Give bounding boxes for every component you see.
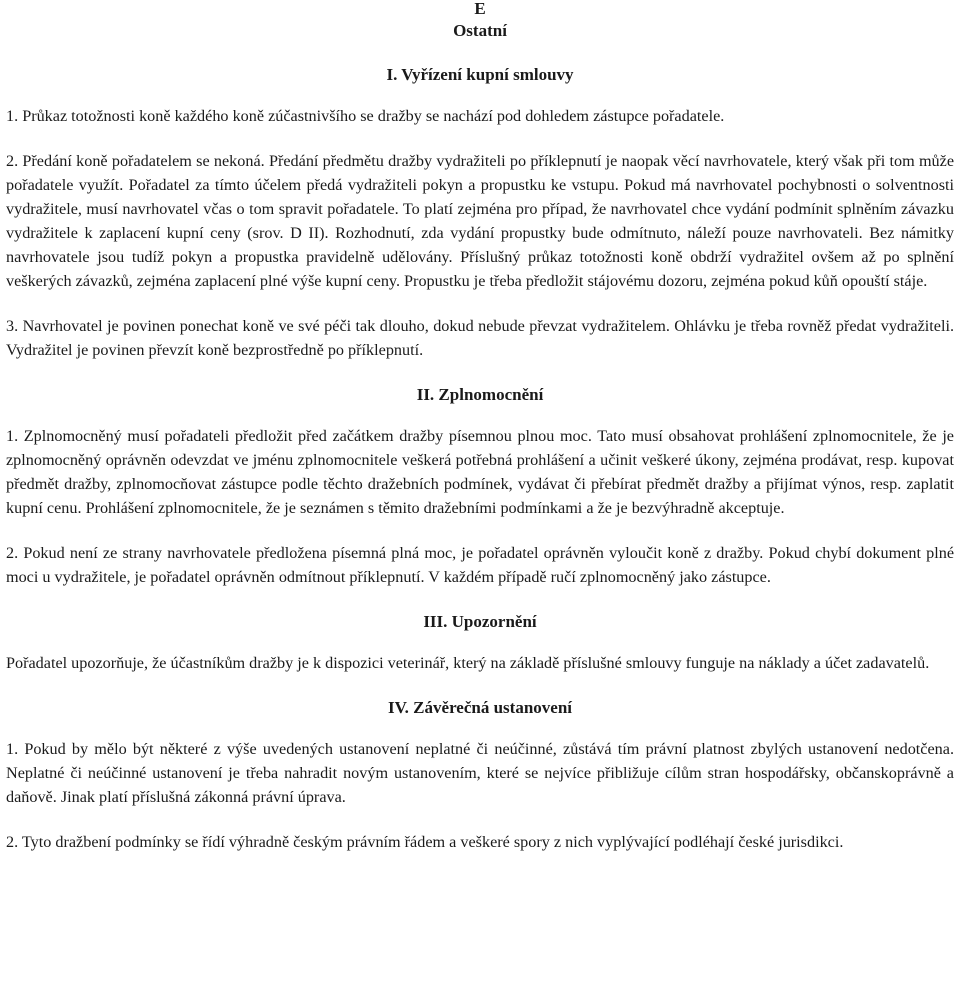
section-heading: III. Upozornění	[423, 612, 537, 631]
part-letter: E	[474, 0, 486, 18]
section-heading: I. Vyřízení kupní smlouvy	[386, 65, 574, 84]
paragraph: 1. Průkaz totožnosti koně každého koně zúčastnivšího se dražby se nachází pod dohledem zástupce pořadatele.	[6, 107, 725, 125]
section-final-provisions	[6, 697, 954, 854]
paragraph: 1. Pokud by mělo být některé z výše uvedených ustanovení neplatné či neúčinné, zůstává tím právní platnost zbylých ustanovení nedotčena. Neplatné či neúčinné ustanovení je třeba nahradit novým ustanovením, které se nejvíce přibližuje cílům stran hospodářsky, občanskoprávně a daňově. Jinak platí příslušná zákonná právní úprava.	[6, 740, 954, 806]
section-notice	[6, 611, 954, 675]
section-purchase-contract	[6, 64, 954, 362]
section-heading: II. Zplnomocnění	[416, 385, 544, 404]
section-heading: IV. Závěrečná ustanovení	[387, 698, 573, 717]
paragraph: 2. Předání koně pořadatelem se nekoná. Předání předmětu dražby vydražiteli po příklepnutí je naopak věcí navrhovatele, který však při tom může pořadatele využít. Pořadatel za tímto účelem předá vydražiteli pokyn a propustku ke vstupu. Pokud má navrhovatel pochybnosti o solventnosti vydražitele, musí navrhovatel včas o tom spravit pořadatele. To platí zejména pro případ, že navrhovatel chce vydání podmínit splněním závazku vydražitele k zaplacení kupní ceny (srov. D II). Rozhodnutí, zda vydání propustky bude odmítnuto, náleží pouze navrhovateli. Bez námitky navrhovatele jsou tudíž pokyn a propustka pravidelně udělovány. Příslušný průkaz totožnosti koně obdrží vydražitel ovšem až po splnění veškerých závazků, zejména zaplacení plné výše kupní ceny. Propustku je třeba předložit stájovému dozoru, zejména pokud kůň opouští stáje.	[6, 152, 954, 290]
paragraph: 1. Zplnomocněný musí pořadateli předložit před začátkem dražby písemnou plnou moc. Tato musí obsahovat prohlášení zplnomocnitele, že je zplnomocněný oprávněn odevzdat ve jménu zplnomocnitele veškerá potřebná prohlášení a učinit veškeré úkony, zejména prodávat, resp. kupovat předmět dražby, zplnomocňovat zástupce podle těchto dražebních podmínek, vydávat či přebírat předmět dražby a přijímat výnos, resp. zaplatit kupní cenu. Prohlášení zplnomocnitele, že je seznámen s těmito dražebními podmínkami a že je bezvýhradně akceptuje.	[6, 427, 954, 517]
paragraph: 3. Navrhovatel je povinen ponechat koně ve své péči tak dlouho, dokud nebude převzat vydražitelem. Ohlávku je třeba rovněž předat vydražiteli. Vydražitel je povinen převzít koně bezprostředně po příklepnutí.	[6, 317, 954, 359]
paragraph: Pořadatel upozorňuje, že účastníkům dražby je k dispozici veterinář, který na základě příslušné smlouvy funguje na náklady a účet zadavatelů.	[6, 654, 930, 672]
part-title: Ostatní	[453, 21, 507, 40]
paragraph: 2. Pokud není ze strany navrhovatele předložena písemná plná moc, je pořadatel oprávněn vyloučit koně z dražby. Pokud chybí dokument plné moci u vydražitele, je pořadatel oprávněn odmítnout příklepnutí. V každém případě ručí zplnomocněný jako zástupce.	[6, 544, 954, 586]
section-authorization	[6, 384, 954, 589]
paragraph: 2. Tyto dražbení podmínky se řídí výhradně českým právním řádem a veškeré spory z nich vyplývající podléhají české jurisdikci.	[6, 833, 844, 851]
